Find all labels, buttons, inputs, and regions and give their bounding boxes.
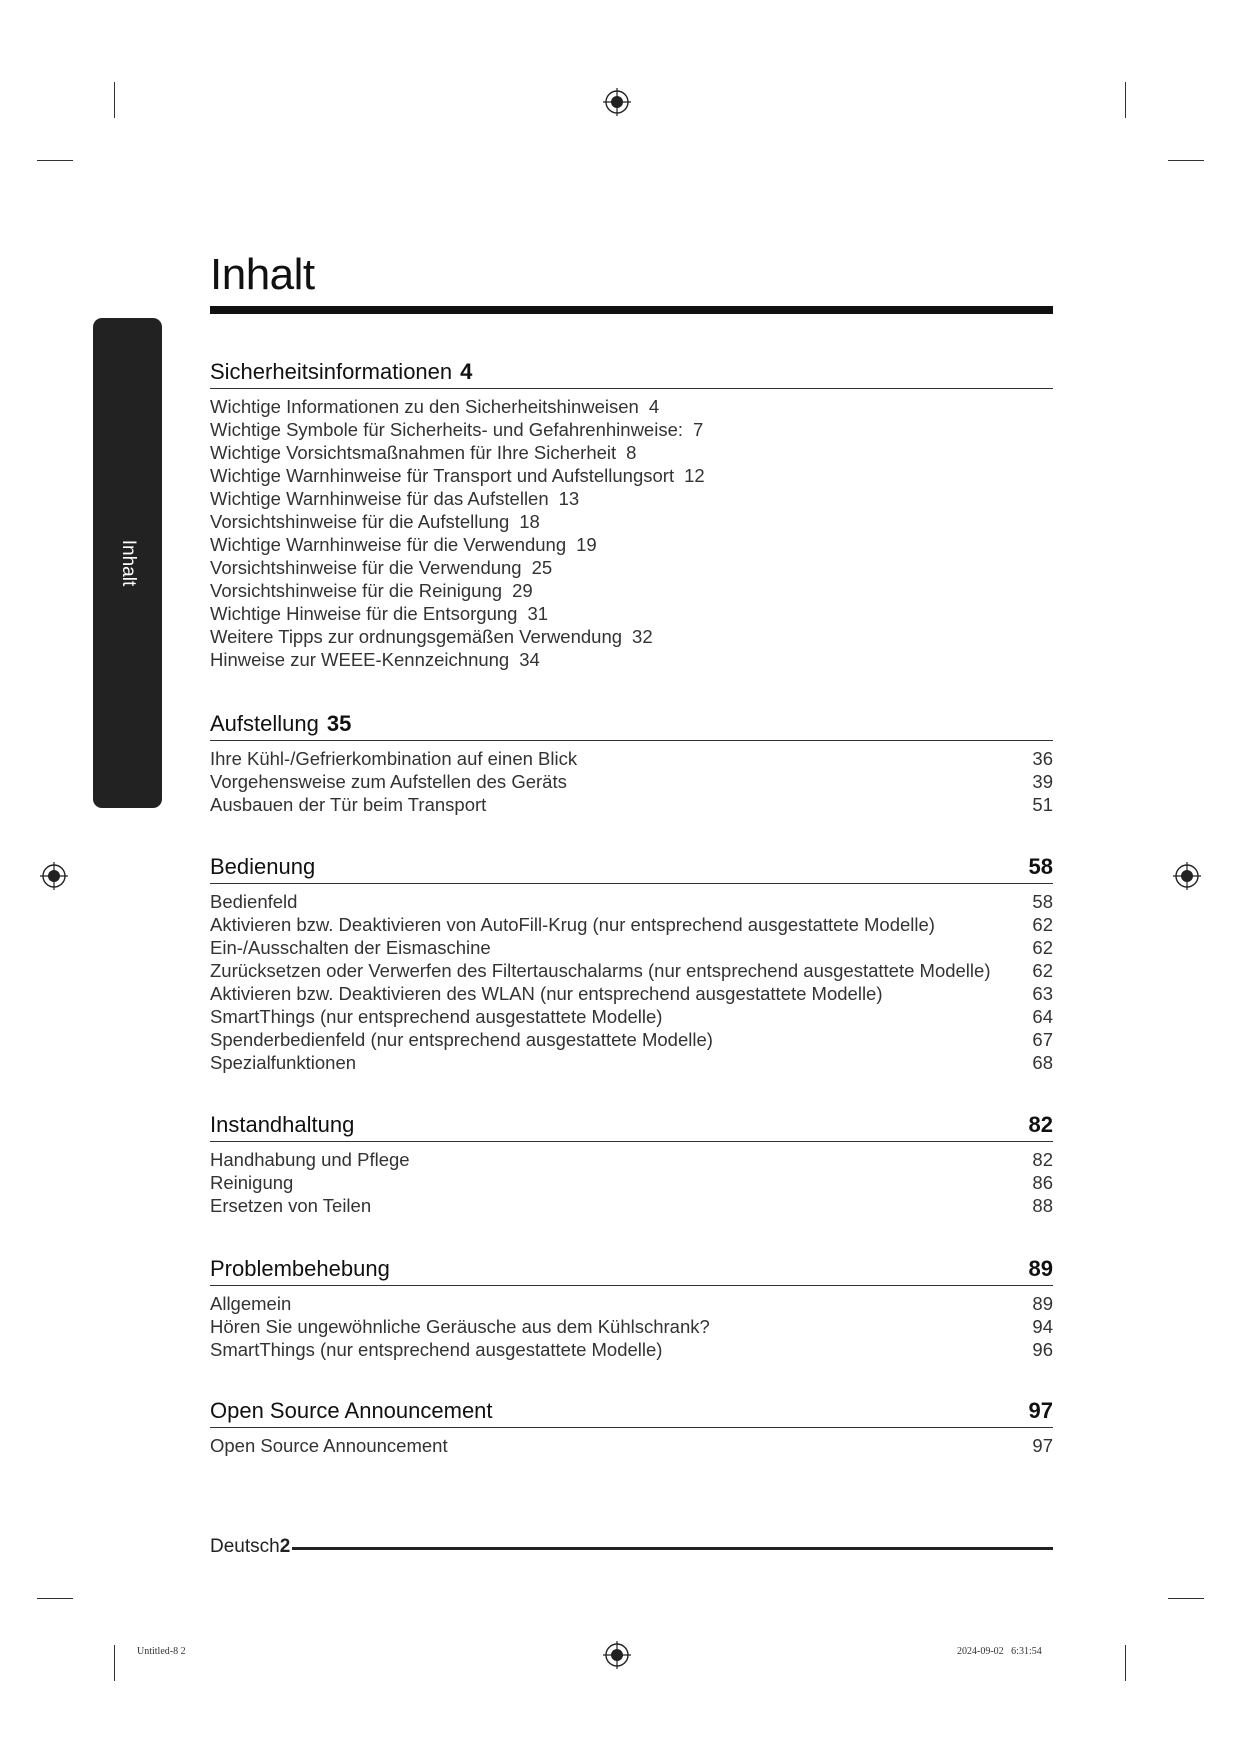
section-heading[interactable] [210,1255,1053,1286]
toc-item-label: Open Source Announcement [210,1435,448,1456]
side-tab-label: Inhalt [117,539,139,587]
toc-item-label: Wichtige Vorsichtsmaßnahmen für Ihre Sicherheit [210,442,617,463]
toc-item[interactable] [210,793,1053,816]
toc-item-label: Weitere Tipps zur ordnungsgemäßen Verwendung [210,626,623,647]
toc-item-label: Wichtige Warnhinweise für Transport und Aufstellungsort [210,465,675,486]
toc-item-page: 51 [1032,794,1053,815]
toc-item[interactable] [210,1434,1053,1457]
toc-item-page: 7 [693,419,704,440]
toc-item[interactable] [210,487,1053,510]
toc-item-page: 62 [1032,937,1053,958]
toc-section-aufstellung [210,710,1053,816]
toc-item-label: Reinigung [210,1172,294,1193]
section-page: 89 [1028,1256,1053,1281]
toc-item-label: Vorgehensweise zum Aufstellen des Geräts [210,771,567,792]
toc-item[interactable] [210,1315,1053,1338]
toc-item-label: Zurücksetzen oder Verwerfen des Filtertauschalarms (nur entsprechend ausgestattete Modelle) [210,960,991,981]
toc-item-page: 39 [1032,771,1053,792]
toc-item-page: 19 [576,534,597,555]
toc-item-label: Spenderbedienfeld (nur entsprechend ausgestattete Modelle) [210,1029,713,1050]
toc-item-page: 86 [1032,1172,1053,1193]
toc-section-bedienung [210,853,1053,1074]
crop-mark [37,1598,73,1599]
toc-section-open-source [210,1397,1053,1457]
toc-item-page: 34 [519,649,540,670]
toc-item[interactable] [210,625,1053,648]
toc-item-page: 25 [531,557,553,578]
section-heading[interactable] [210,853,1053,884]
toc-item-label: Hören Sie ungewöhnliche Geräusche aus dem Kühlschrank? [210,1316,710,1337]
toc-item-label: Handhabung und Pflege [210,1149,410,1170]
toc-item-label: Ausbauen der Tür beim Transport [210,794,487,815]
toc-item-label: SmartThings (nur entsprechend ausgestattete Modelle) [210,1339,663,1360]
toc-item[interactable] [210,648,1053,671]
toc-item-page: 68 [1032,1052,1053,1073]
section-page: 82 [1028,1112,1053,1137]
toc-item[interactable] [210,602,1053,625]
toc-item-page: 96 [1032,1339,1053,1360]
toc-item-label: Vorsichtshinweise für die Reinigung [210,580,503,601]
section-heading[interactable] [210,1397,1053,1428]
footer-rule [292,1547,1053,1550]
footer-language: Deutsch [210,1536,280,1557]
toc-item[interactable] [210,1028,1053,1051]
toc-item-label: Wichtige Symbole für Sicherheits- und Gefahrenhinweise: [210,419,684,440]
page-title: Inhalt [210,250,315,299]
toc-item[interactable] [210,1338,1053,1361]
toc-item-page: 88 [1032,1195,1053,1216]
toc-item[interactable] [210,747,1053,770]
registration-mark-icon [40,862,68,890]
registration-mark-icon [1173,862,1201,890]
section-page: 4 [460,359,473,384]
toc-section-instandhaltung [210,1111,1053,1217]
toc-item-label: Ein-/Ausschalten der Eismaschine [210,937,491,958]
toc-item[interactable] [210,464,1053,487]
registration-mark-icon [603,1641,631,1669]
toc-item[interactable] [210,1194,1053,1217]
toc-item[interactable] [210,936,1053,959]
toc-item[interactable] [210,959,1053,982]
toc-item-label: Bedienfeld [210,891,298,912]
toc-item[interactable] [210,510,1053,533]
toc-item[interactable] [210,418,1053,441]
toc-item[interactable] [210,1292,1053,1315]
toc-section-problembehebung [210,1255,1053,1361]
crop-mark [1168,160,1204,161]
toc-item-page: 18 [519,511,540,532]
toc-item-page: 8 [626,442,637,463]
toc-item-label: Allgemein [210,1293,292,1314]
registration-mark-icon [603,88,631,116]
crop-mark [1168,1598,1204,1599]
toc-item[interactable] [210,890,1053,913]
toc-item[interactable] [210,556,1053,579]
side-tab[interactable] [93,318,162,808]
toc-item-label: Aktivieren bzw. Deaktivieren des WLAN (nur entsprechend ausgestattete Modelle) [210,983,883,1004]
toc-item[interactable] [210,1005,1053,1028]
toc-item-page: 13 [558,488,580,509]
section-title: Aufstellung [210,711,319,736]
toc-item[interactable] [210,579,1053,602]
toc-item-page: 67 [1032,1029,1053,1050]
toc-item-page: 63 [1032,983,1053,1004]
section-page: 97 [1028,1398,1053,1423]
toc-item-page: 62 [1032,960,1053,981]
crop-mark [114,82,115,118]
toc-item-label: Wichtige Warnhinweise für die Verwendung [210,534,567,555]
toc-item[interactable] [210,441,1053,464]
crop-mark [114,1645,115,1681]
section-heading[interactable] [210,358,1053,389]
toc-item-page: 97 [1032,1435,1053,1456]
toc-item[interactable] [210,1051,1053,1074]
toc-item-page: 62 [1032,914,1053,935]
toc-item[interactable] [210,982,1053,1005]
toc-item-page: 58 [1032,891,1053,912]
toc-item-page: 64 [1032,1006,1053,1027]
print-timestamp: 2024-09-02 6:31:54 [957,1646,1042,1657]
toc-item[interactable] [210,1148,1053,1171]
toc-item-label: SmartThings (nur entsprechend ausgestattete Modelle) [210,1006,663,1027]
section-title: Instandhaltung [210,1112,355,1137]
section-title: Sicherheitsinformationen [210,359,453,384]
toc-item-page: 12 [684,465,705,486]
toc-item-page: 36 [1032,748,1053,769]
toc-item-page: 32 [632,626,653,647]
toc-item-label: Wichtige Hinweise für die Entsorgung [210,603,518,624]
section-title: Open Source Announcement [210,1398,493,1423]
section-heading[interactable] [210,710,1053,741]
toc-item[interactable] [210,913,1053,936]
section-heading[interactable] [210,1111,1053,1142]
toc-item[interactable] [210,395,1053,418]
toc-item-label: Spezialfunktionen [210,1052,357,1073]
toc-item-label: Ersetzen von Teilen [210,1195,372,1216]
toc-item-label: Hinweise zur WEEE-Kennzeichnung [210,649,510,670]
footer-page-label [210,1536,290,1558]
toc-item-label: Wichtige Warnhinweise für das Aufstellen [210,488,549,509]
toc-item-label: Vorsichtshinweise für die Verwendung [210,557,522,578]
toc-item[interactable] [210,770,1053,793]
toc-section-sicherheitsinformationen [210,358,1053,671]
toc-item-page: 29 [512,580,533,601]
toc-item-label: Vorsichtshinweise für die Aufstellung [210,511,510,532]
toc-item-label: Wichtige Informationen zu den Sicherheitshinweisen [210,396,639,417]
print-file-info: Untitled-8 2 [137,1646,186,1657]
section-page: 58 [1028,854,1053,879]
footer-page-number: 2 [279,1536,291,1557]
toc-item-page: 89 [1032,1293,1053,1314]
toc-item-label: Aktivieren bzw. Deaktivieren von AutoFill-Krug (nur entsprechend ausgestattete Modelle) [210,914,935,935]
section-page: 35 [326,711,352,736]
crop-mark [37,160,73,161]
crop-mark [1125,82,1126,118]
toc-item-page: 31 [527,603,549,624]
toc-item-page: 94 [1032,1316,1053,1337]
toc-item-page: 82 [1032,1149,1053,1170]
crop-mark [1125,1645,1126,1681]
toc-item-label: Ihre Kühl-/Gefrierkombination auf einen Blick [210,748,578,769]
section-title: Bedienung [210,854,316,879]
title-rule [210,306,1053,314]
section-title: Problembehebung [210,1256,390,1281]
toc-item-page: 4 [648,396,660,417]
toc-item[interactable] [210,533,1053,556]
toc-item[interactable] [210,1171,1053,1194]
